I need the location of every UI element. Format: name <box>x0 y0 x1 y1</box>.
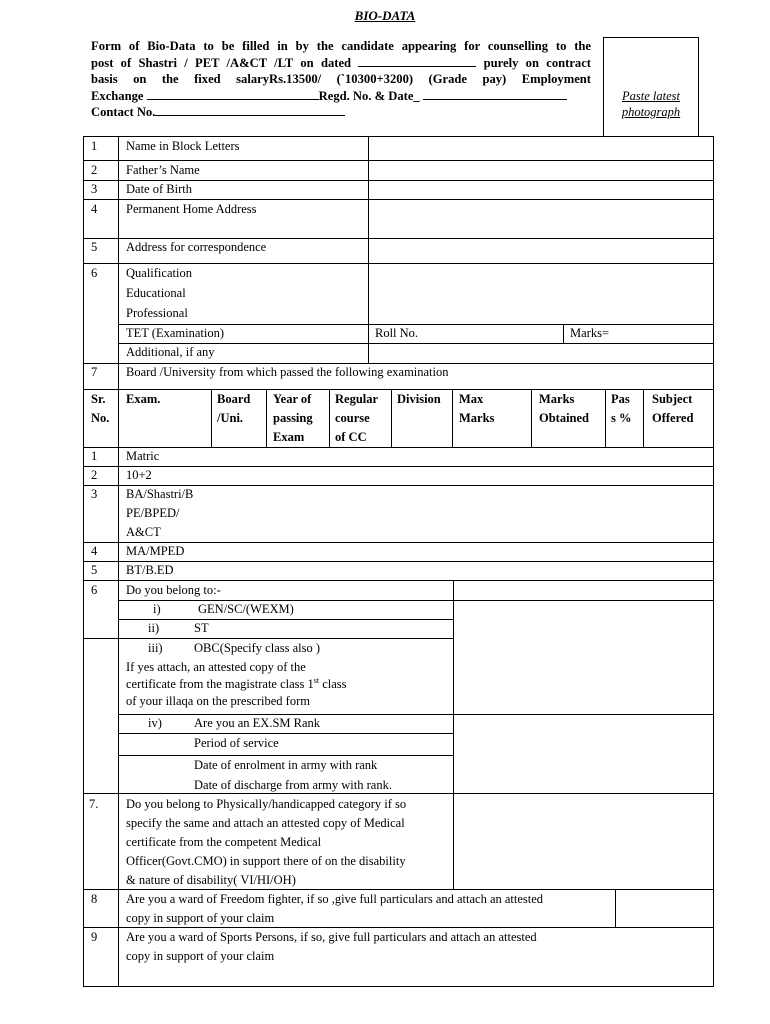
attest-line-1: If yes attach, an attested copy of the <box>126 660 306 674</box>
date-of-discharge-label: Date of discharge from army with rank. <box>194 778 392 792</box>
header-year-1: Year of <box>273 392 312 406</box>
category-label: Do you belong to:- <box>126 583 221 597</box>
exam-row-3-name-2: PE/BPED/ <box>126 506 180 520</box>
exam-row-5-name: BT/B.ED <box>126 563 174 577</box>
header-pass-2: s % <box>611 411 632 425</box>
regd-no-blank[interactable] <box>423 88 567 100</box>
board-university-label: Board /University from which passed the following examination <box>126 365 449 379</box>
roll-no-label: Roll No. <box>375 326 419 340</box>
exam-row-3-name-3: A&CT <box>126 525 161 539</box>
header-board-2: /Uni. <box>217 411 244 425</box>
row-2-number: 2 <box>91 163 98 177</box>
exam-row-4-name: MA/MPED <box>126 544 185 558</box>
freedom-number: 8 <box>91 892 98 906</box>
row-4-number: 4 <box>91 202 98 216</box>
row-5-number: 5 <box>91 240 98 254</box>
row-6-number: 6 <box>91 266 98 280</box>
row-3-number: 3 <box>91 182 98 196</box>
row-1-number: 1 <box>91 139 98 153</box>
photo-label: Paste latest photograph <box>621 89 681 119</box>
handicap-line-3: certificate from the competent Medical <box>126 835 322 849</box>
exam-row-4-number: 4 <box>91 544 98 558</box>
intro-line-4b: Regd. No. & Date_ <box>318 88 420 103</box>
category-i-number: i) <box>153 602 161 616</box>
exam-row-2-number: 2 <box>91 468 98 482</box>
header-max-1: Max <box>459 392 484 406</box>
exam-row-3-number: 3 <box>91 487 98 501</box>
father-name-label: Father’s Name <box>126 163 200 177</box>
intro-line-4a: Exchange <box>91 88 144 103</box>
header-marks-obtained-2: Obtained <box>539 411 590 425</box>
exsm-rank-label: Are you an EX.SM Rank <box>194 716 321 730</box>
header-year-2: passing <box>273 411 313 425</box>
tet-label: TET (Examination) <box>126 326 225 340</box>
handicap-line-1: Do you belong to Physically/handicapped category if so <box>126 797 407 811</box>
intro-line-2b: purely on contract <box>483 55 591 70</box>
header-regular-1: Regular <box>335 392 379 406</box>
header-sr-1: Sr. <box>91 392 106 406</box>
freedom-line-2: copy in support of your claim <box>126 911 275 925</box>
exam-row-3-name-1: BA/Shastri/B <box>126 487 194 501</box>
category-ii-number: ii) <box>148 621 160 635</box>
header-marks-obtained-1: Marks <box>539 392 575 406</box>
intro-paragraph <box>91 38 591 121</box>
category-iii-number: iii) <box>148 641 163 655</box>
handicap-number: 7. <box>89 797 99 811</box>
photo-box[interactable] <box>603 37 699 137</box>
qualification-label: Qualification <box>126 266 192 280</box>
row-7-number: 7 <box>91 365 98 379</box>
exam-row-2-name: 10+2 <box>126 468 152 482</box>
freedom-line-1: Are you a ward of Freedom fighter, if so ,give full particulars and attach an attested <box>126 892 544 906</box>
category-gen: GEN/SC/(WEXM) <box>198 602 294 616</box>
handicap-line-5: & nature of disability( VI/HI/OH) <box>126 873 296 887</box>
header-max-2: Marks <box>459 411 495 425</box>
attest-line-3: of your illaqa on the prescribed form <box>126 694 310 708</box>
header-exam: Exam. <box>126 392 161 406</box>
educational-label: Educational <box>126 286 186 300</box>
professional-label: Professional <box>126 306 188 320</box>
category-obc: OBC(Specify class also ) <box>194 641 321 655</box>
handicap-line-4: Officer(Govt.CMO) in support there of on the disability <box>126 854 406 868</box>
header-board-1: Board <box>217 392 251 406</box>
attest-line-2: certificate from the magistrate class 1st class <box>126 675 347 691</box>
additional-label: Additional, if any <box>126 345 215 359</box>
page-title: BIO-DATA <box>354 8 416 23</box>
name-label: Name in Block Letters <box>126 139 240 153</box>
tet-marks-label: Marks= <box>570 326 609 340</box>
exam-row-5-number: 5 <box>91 563 98 577</box>
intro-line-5: Contact No. <box>91 105 156 119</box>
home-address-label: Permanent Home Address <box>126 202 257 216</box>
intro-line-1: Form of Bio-Data to be filled in by the candidate appearing for counselling to the <box>91 39 591 53</box>
category-number: 6 <box>91 583 98 597</box>
dob-label: Date of Birth <box>126 182 192 196</box>
employment-exchange-blank[interactable] <box>147 88 319 100</box>
header-pass-1: Pas <box>611 392 630 406</box>
sports-line-2: copy in support of your claim <box>126 949 275 963</box>
sports-number: 9 <box>91 930 98 944</box>
sports-line-1: Are you a ward of Sports Persons, if so, give full particulars and attach an attested <box>126 930 537 944</box>
header-division: Division <box>397 392 441 406</box>
contact-no-blank[interactable] <box>155 104 345 116</box>
correspondence-address-label: Address for correspondence <box>126 240 267 254</box>
intro-line-2a: post of Shastri / PET /A&CT /LT on dated <box>91 55 352 70</box>
header-regular-2: course <box>335 411 370 425</box>
header-year-3: Exam <box>273 430 305 444</box>
period-of-service-label: Period of service <box>194 736 279 750</box>
header-subject-1: Subject <box>652 392 693 406</box>
header-sr-2: No. <box>91 411 110 425</box>
category-st: ST <box>194 621 209 635</box>
category-iv-number: iv) <box>148 716 162 730</box>
handicap-line-2: specify the same and attach an attested copy of Medical <box>126 816 405 830</box>
exam-row-1-name: Matric <box>126 449 160 463</box>
intro-line-3: basis on the fixed salaryRs.13500/ (`10300+3200) (Grade pay) Employment <box>91 72 591 86</box>
header-regular-3: of CC <box>335 430 367 444</box>
exam-row-1-number: 1 <box>91 449 98 463</box>
header-subject-2: Offered <box>652 411 694 425</box>
date-blank[interactable] <box>358 55 476 67</box>
date-of-enrolment-label: Date of enrolment in army with rank <box>194 758 378 772</box>
